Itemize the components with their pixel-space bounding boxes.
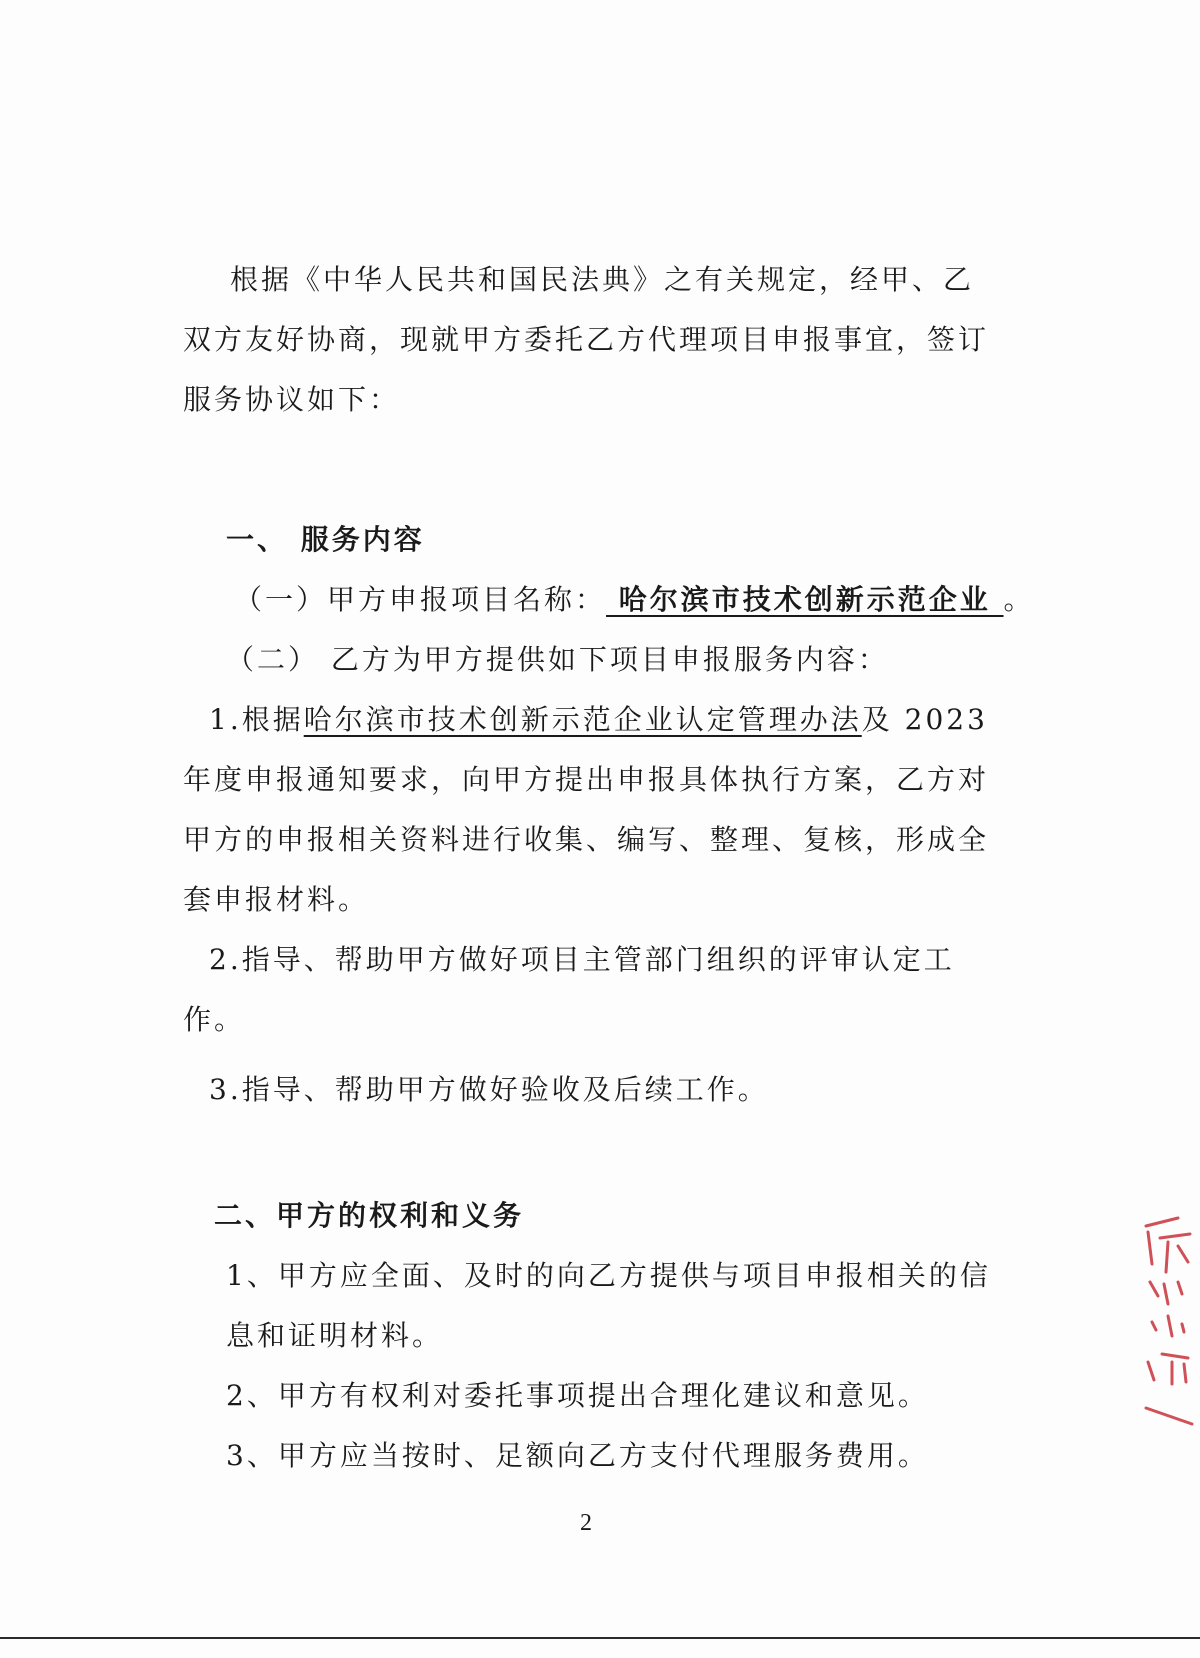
page-number: 2 <box>580 1510 592 1536</box>
project-name: 哈尔滨市技术创新示范企业 <box>606 583 1004 616</box>
section-2-heading: 二、甲方的权利和义务 <box>214 1199 525 1232</box>
point-1-line-4: 套申报材料。 <box>183 883 370 916</box>
point-1-suffix: 及 2023 <box>861 703 988 736</box>
section-1-heading: 一、 服务内容 <box>226 523 425 556</box>
section-2-item-1: 1、甲方应全面、及时的向乙方提供与项目申报相关的信 <box>226 1259 991 1292</box>
section-1-item-1 <box>234 582 1035 618</box>
intro-line-2: 双方友好协商，现就甲方委托乙方代理项目申报事宜，签订 <box>183 323 990 356</box>
intro-line-3: 服务协议如下： <box>183 383 401 416</box>
item-1-prefix: （一）甲方申报项目名称： <box>234 583 607 616</box>
section-1-point-2: 2.指导、帮助甲方做好项目主管部门组织的评审认定工 <box>209 943 955 976</box>
item-1-line-2: 息和证明材料。 <box>226 1319 444 1352</box>
point-1-line-3: 甲方的申报相关资料进行收集、编写、整理、复核，形成全 <box>183 823 990 856</box>
regulation-name: 哈尔滨市技术创新示范企业认定管理办法 <box>303 703 862 736</box>
point-2-line-2: 作。 <box>183 1003 246 1036</box>
intro-line-1: 根据《中华人民共和国民法典》之有关规定，经甲、乙 <box>230 263 975 296</box>
point-1-line-2: 年度申报通知要求，向甲方提出申报具体执行方案，乙方对 <box>183 763 990 796</box>
section-1-point-3: 3.指导、帮助甲方做好验收及后续工作。 <box>209 1073 769 1106</box>
point-1-prefix: 1.根据 <box>209 703 304 736</box>
footer-rule <box>0 1637 1200 1639</box>
section-2-item-3: 3、甲方应当按时、足额向乙方支付代理服务费用。 <box>226 1439 929 1472</box>
section-1-point-1 <box>209 702 988 738</box>
item-1-suffix: 。 <box>1003 583 1035 616</box>
section-1-item-2: （二） 乙方为甲方提供如下项目申报服务内容： <box>226 643 889 676</box>
section-2-item-2: 2、甲方有权利对委托事项提出合理化建议和意见。 <box>226 1379 929 1412</box>
partial-seal-icon <box>1138 1212 1200 1442</box>
